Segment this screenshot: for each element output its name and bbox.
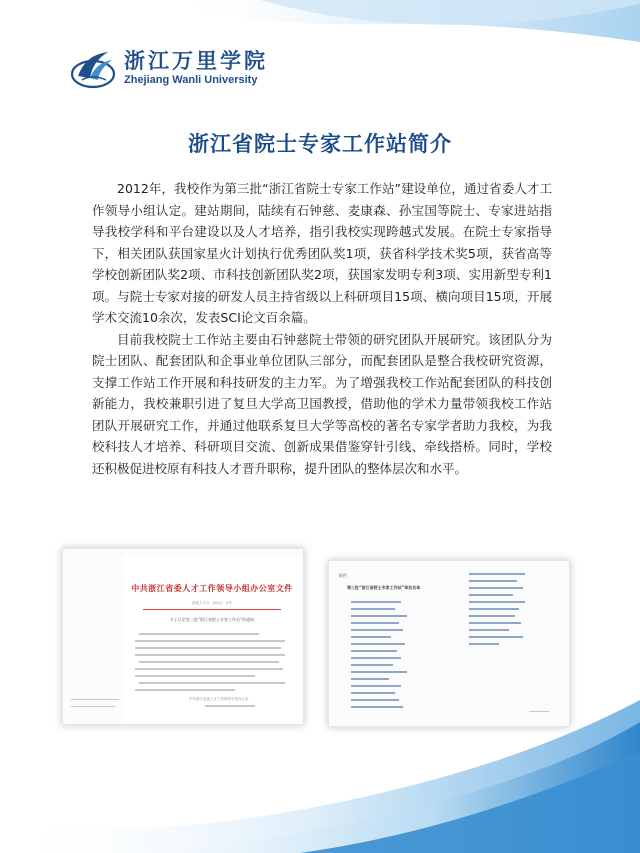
paragraph-2: 目前我校院士工作站主要由石钟慈院士带领的研究团队开展研究。该团队分为院士团队、配套团队和企事业单位团队三部分，而配套团队是整合我校研究资源，支撑工作站工作开展和科技研发的主力军。为了增强我校工作站配套团队的科技创新能力，我校兼职引进了复旦大学高卫国教授，借助他的学术力量带领我校工作站团队开展研究工作，并通过他联系复旦大学等高校的著名专家学者助力我校，为我校科技人才培养、科研项目交流、创新成果借鉴穿针引线、牵线搭桥。同时，学校还积极促进校原有科技人才晋升职称，提升团队的整体层次和水平。 [92, 331, 552, 476]
document-subject: 关于认定第三批“浙江省院士专家工作站”的通知 [169, 617, 255, 622]
attachment-label: 附件 [339, 573, 347, 578]
article-body [92, 178, 552, 479]
list-heading: 第三批“浙江省院士专家工作站”单位名单 [347, 585, 421, 590]
logo-chinese-name: 浙江万里学院 [124, 48, 268, 73]
document-red-rule [143, 609, 281, 610]
document-number: 浙委人才办〔2012〕×号 [192, 601, 232, 605]
university-logo[interactable] [68, 46, 268, 90]
document-red-heading: 中共浙江省委人才工作领导小组办公室文件 [131, 583, 293, 593]
logo-english-name: Zhejiang Wanli University [124, 74, 258, 86]
document-page [123, 555, 301, 722]
paragraph-1: 2012年，我校作为第三批“浙江省院士专家工作站”建设单位，通过省委人才工作领导小组认定。建站期间，陆续有石钟慈、麦康森、孙宝国等院士、专家进站指导我校学科和平台建设以及人才培养，指引我校实现跨越式发展。在院士专家指导下，相关团队获国家星火计划执行优秀团队奖1项，获省科学技术奖5项，获省高等学校创新团队奖2项、市科技创新团队奖2项，获国家发明专利3项、实用新型专利1项。与院士专家对接的研发人员主持省级以上科研项目15项、横向项目15项，开展学术交流10余次，发表SCI论文百余篇。 [92, 181, 552, 325]
university-logo-icon [68, 46, 118, 90]
document-issuer: 中共浙江省委人才工作领导小组办公室 [189, 697, 249, 701]
document-photo-notice [62, 548, 304, 725]
page-title: 浙江省院士专家工作站简介 [188, 132, 452, 156]
document-photo-list [328, 560, 570, 727]
